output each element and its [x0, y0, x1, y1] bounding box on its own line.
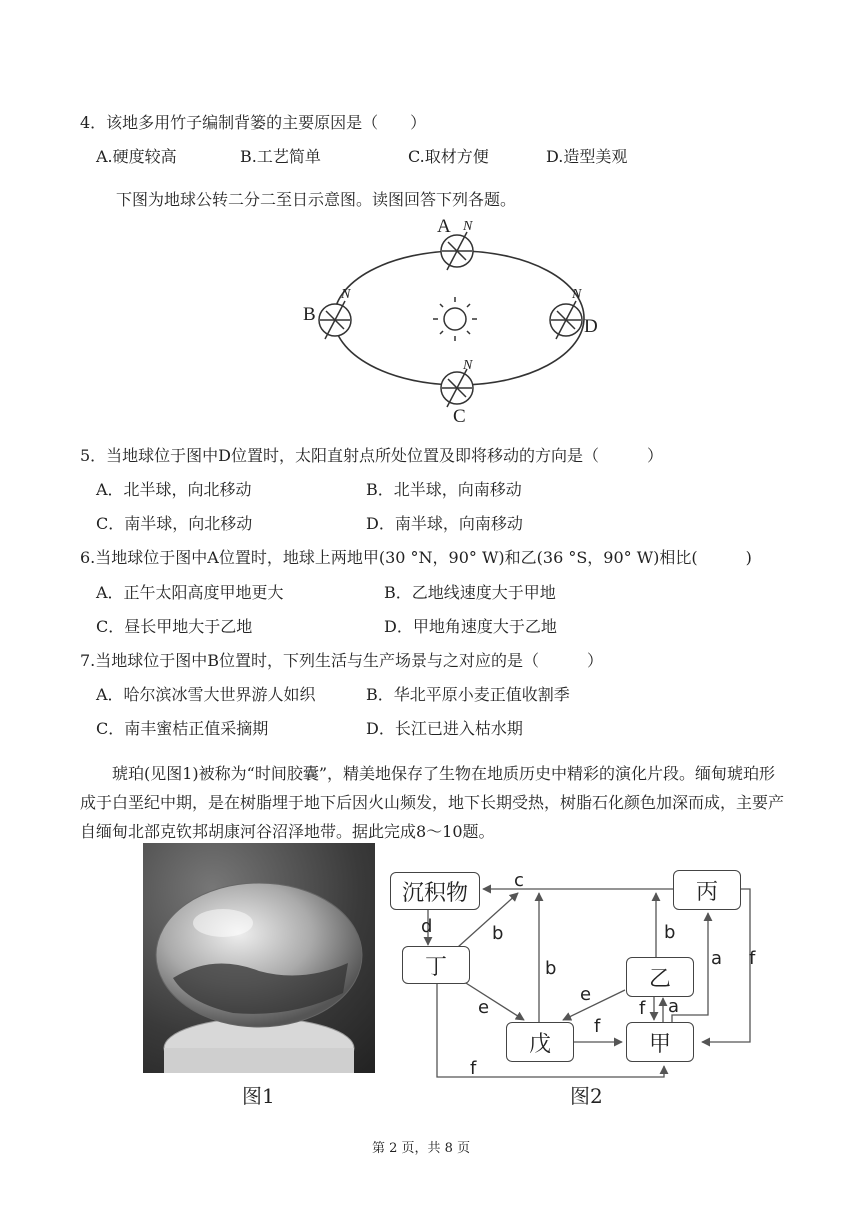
- q6-stem: 6.当地球位于图中A位置时，地球上两地甲(30 °N，90° W)和乙(36 °S，90° W)相比( ): [80, 548, 752, 567]
- q7-option-c: C．南丰蜜桔正值采摘期: [96, 719, 269, 738]
- q4-option-d: D.造型美观: [546, 147, 628, 166]
- q4-option-a: A.硬度较高: [96, 147, 177, 166]
- edge-label-b-3: b: [664, 922, 676, 943]
- q6-option-d: D．甲地角速度大于乙地: [384, 617, 557, 636]
- intro-amber: 琥珀(见图1)被称为“时间胶囊”，精美地保存了生物在地质历史中精彩的演化片段。缅甸琥珀形成于白垩纪中期，是在树脂埋于地下后因火山频发，地下长期受热，树脂石化颜色加深而成，主要产自缅甸北部克钦邦胡康河谷沼泽地带。据此完成8～10题。: [80, 764, 785, 841]
- node-wu: 戊: [506, 1022, 574, 1062]
- q5-option-c: C．南半球，向北移动: [96, 514, 253, 533]
- q7-option-b: B．华北平原小麦正值收割季: [366, 685, 570, 704]
- orbit-label-b: B: [303, 304, 316, 325]
- q6-option-b: B．乙地线速度大于甲地: [384, 583, 556, 602]
- q7-stem: 7.当地球位于图中B位置时，下列生活与生产场景与之对应的是（ ）: [80, 651, 604, 670]
- q4-option-c: C.取材方便: [408, 147, 489, 166]
- orbit-label-d: D: [584, 316, 598, 337]
- edge-label-e-1: e: [580, 984, 592, 1005]
- orbit-label-c: C: [453, 406, 466, 427]
- q5-option-d: D．南半球，向南移动: [366, 514, 523, 533]
- edge-label-d: d: [421, 916, 433, 937]
- edge-label-f-2: f: [639, 998, 646, 1019]
- edge-label-a-2: a: [668, 996, 680, 1017]
- q7-option-a: A．哈尔滨冰雪大世界游人如织: [96, 685, 316, 704]
- q6-option-c: C．昼长甲地大于乙地: [96, 617, 253, 636]
- north-label-a: N: [463, 219, 473, 234]
- q5-stem: 5．当地球位于图中D位置时，太阳直射点所处位置及即将移动的方向是（ ）: [80, 446, 664, 465]
- q5-option-b: B．北半球，向南移动: [366, 480, 522, 499]
- north-label-c: N: [463, 358, 473, 373]
- node-sediment: 沉积物: [390, 872, 480, 910]
- node-yi: 乙: [626, 957, 694, 997]
- edge-label-b-2: b: [545, 958, 557, 979]
- edge-label-c: c: [514, 870, 524, 891]
- q6-option-a: A．正午太阳高度甲地更大: [96, 583, 284, 602]
- q4-option-b: B.工艺简单: [240, 147, 321, 166]
- figure2-caption: 图2: [570, 1084, 603, 1108]
- q7-option-d: D．长江已进入枯水期: [366, 719, 523, 738]
- edge-label-f-1: f: [749, 948, 756, 969]
- orbit-label-a: A: [437, 216, 451, 237]
- node-bing: 丙: [673, 870, 741, 910]
- edge-label-a-1: a: [711, 948, 723, 969]
- figure1-caption: 图1: [242, 1084, 275, 1108]
- q5-option-a: A．北半球，向北移动: [96, 480, 252, 499]
- intro-orbit: 下图为地球公转二分二至日示意图。读图回答下列各题。: [116, 190, 517, 209]
- edge-label-f-3: f: [594, 1016, 601, 1037]
- edge-label-f-4: f: [470, 1058, 477, 1079]
- edge-label-e-2: e: [478, 997, 490, 1018]
- q4-stem: 4．该地多用竹子编制背篓的主要原因是（ ）: [80, 113, 427, 132]
- node-ding: 丁: [402, 946, 470, 984]
- north-label-d: N: [572, 287, 582, 302]
- north-label-b: N: [341, 287, 351, 302]
- page-footer: 第 2 页，共 8 页: [372, 1141, 471, 1156]
- node-jia: 甲: [626, 1022, 694, 1062]
- edge-label-b-1: b: [492, 923, 504, 944]
